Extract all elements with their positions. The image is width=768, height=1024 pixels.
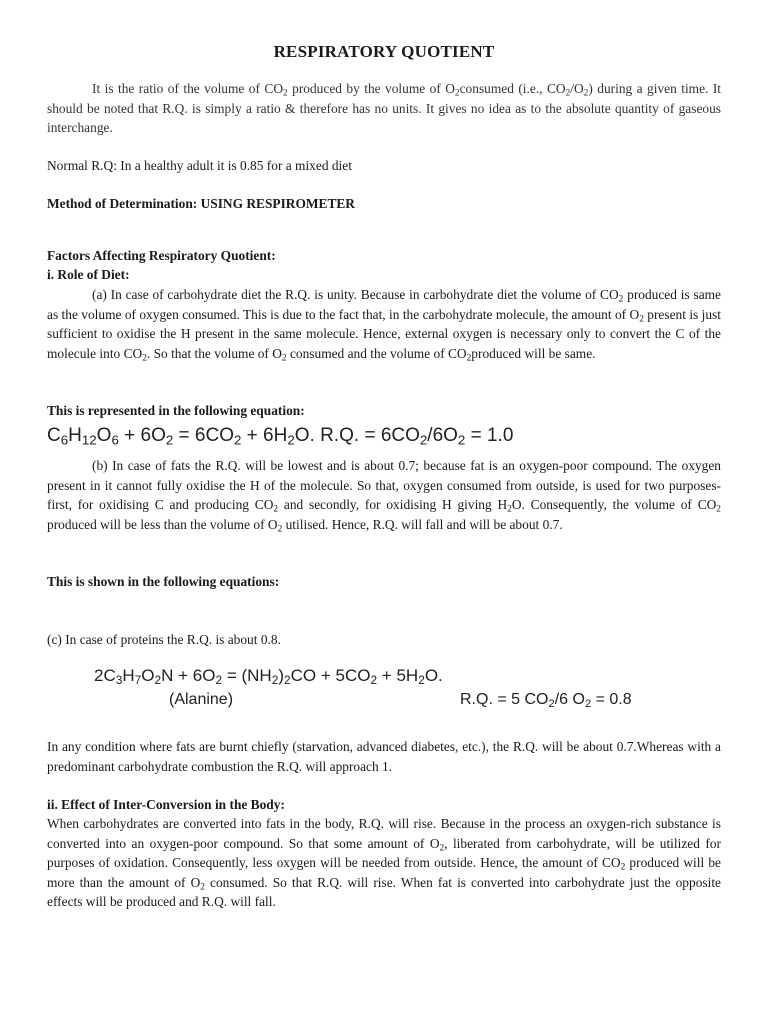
- text-run: O. Consequently, the volume of CO: [511, 497, 717, 513]
- eq-text: O: [96, 425, 112, 446]
- text-run: , liberated from carbohydrate, will be utilized for purposes of oxidation. Consequently, less oxygen will be needed from outside. Hence, the amount of CO: [47, 835, 721, 871]
- subscript: 2: [457, 432, 466, 448]
- page-title: RESPIRATORY QUOTIENT: [273, 42, 495, 61]
- carbohydrate-paragraph: [47, 285, 721, 363]
- subscript: 2: [200, 882, 205, 893]
- subscript: 2: [370, 672, 378, 687]
- subscript: 2: [283, 672, 291, 687]
- text-run: When carbohydrates are converted into fats in the body, R.Q. will rise. Because in the process an oxygen-rich substance is converted into an oxygen-poor compound. So that some amount of O: [47, 816, 721, 851]
- text-run: produced will be less than the volume of O: [47, 516, 278, 532]
- subscript: 2: [283, 88, 288, 99]
- eq-text: O. R.Q. = 6CO: [294, 425, 420, 446]
- eq-text: CO + 5CO: [290, 666, 371, 685]
- method-heading: Method of Determination: USING RESPIROMETER: [47, 196, 355, 211]
- eq-text: N + 6O: [161, 666, 216, 685]
- subscript: 2: [271, 672, 279, 687]
- text-run: . So that the volume of O: [146, 345, 282, 361]
- interconversion-paragraph: [47, 814, 721, 912]
- eq-text: + 6O: [118, 425, 166, 446]
- conditions-paragraph: In any condition where fats are burnt chiefly (starvation, advanced diabetes, etc.), the R.Q. will be about 0.7.Whereas with a predominant carbohydrate combustion the R.Q. will approach 1.: [47, 739, 721, 774]
- subscript: 12: [81, 432, 97, 448]
- text-run: present is just sufficient to oxidise the H present in the same molecule. Hence, external oxygen is necessary only to convert the C of the molecule into CO: [47, 306, 721, 361]
- subscript: 2: [639, 313, 644, 324]
- eq-text: /6O: [427, 425, 458, 446]
- normal-rq-line: Normal R.Q: In a healthy adult it is 0.85 for a mixed diet: [47, 158, 352, 173]
- eq-text: = 0.8: [591, 691, 632, 708]
- text-run: consumed (i.e., CO: [459, 81, 566, 96]
- subscript: 2: [618, 294, 624, 305]
- protein-rq-equation: [460, 689, 632, 711]
- subscript: 2: [418, 672, 425, 687]
- subscript: 2: [154, 672, 162, 687]
- subscript: 6: [111, 432, 119, 448]
- protein-equation: [94, 665, 443, 687]
- diet-heading: i. Role of Diet:: [47, 267, 130, 282]
- interconversion-heading: ii. Effect of Inter-Conversion in the Body:: [47, 797, 285, 812]
- subscript: 2: [583, 88, 589, 99]
- text-run: (b) In case of fats the R.Q. will be lowest and is about 0.7; because fat is an oxygen-poor compound. The oxygen present in it cannot fully oxidise the H of the molecule. So that, oxygen consumed from outside, is used for two purposes-first, for oxidising C and producing CO: [47, 458, 721, 513]
- factors-heading: Factors Affecting Respiratory Quotient:: [47, 248, 276, 263]
- text-run: /O: [570, 81, 584, 96]
- subscript: 2: [565, 88, 571, 99]
- text-run: utilised. Hence, R.Q. will fall and will be about 0.7.: [282, 516, 563, 532]
- text-run: and secondly, for oxidising H giving H: [278, 497, 508, 513]
- text-run: produced by the volume of O: [287, 81, 455, 96]
- text-run: produced will be same.: [471, 345, 596, 361]
- eq-text: + 6H: [241, 425, 288, 446]
- subscript: 2: [277, 524, 283, 535]
- subscript: 2: [287, 432, 295, 448]
- subscript: 2: [281, 353, 287, 364]
- eq-text: O: [141, 666, 155, 685]
- subscript: 2: [439, 842, 445, 853]
- eq-text: H: [68, 425, 82, 446]
- subscript: 2: [273, 504, 279, 515]
- eq-text: 2C: [94, 666, 116, 685]
- fats-paragraph: [47, 456, 721, 534]
- subscript: 2: [234, 432, 242, 448]
- eq-text: C: [47, 425, 61, 446]
- equation-1-heading: This is represented in the following equation:: [47, 403, 305, 418]
- subscript: 2: [507, 504, 512, 515]
- subscript: 6: [60, 432, 69, 448]
- text-run: produced will be more than the amount of O: [47, 855, 721, 890]
- subscript: 7: [134, 672, 142, 687]
- eq-text: = 1.0: [465, 425, 514, 446]
- text-run: ) during a given time. It should be noted that R.Q. is simply a ratio & therefore has no units. It gives no idea as to the absolute quantity of gaseous interchange.: [47, 81, 721, 136]
- subscript: 2: [215, 672, 223, 687]
- subscript: 2: [466, 353, 472, 364]
- eq-text: ): [278, 666, 284, 685]
- eq-text: H: [122, 666, 135, 685]
- text-run: consumed. So that R.Q. will rise. When fat is converted into carbohydrate just the opposite effects will be produced and R.Q. will fall.: [47, 874, 721, 910]
- eq-text: /6 O: [554, 691, 585, 708]
- eq-text: O.: [424, 666, 443, 685]
- eq-text: = 6CO: [173, 425, 234, 446]
- subscript: 2: [454, 88, 460, 99]
- carbohydrate-equation: [47, 424, 513, 448]
- equation-2-heading: This is shown in the following equations:: [47, 574, 280, 589]
- subscript: 2: [584, 697, 592, 710]
- subscript: 2: [419, 432, 428, 448]
- text-run: (a) In case of carbohydrate diet the R.Q. is unity. Because in carbohydrate diet the volume of CO: [92, 287, 619, 302]
- intro-paragraph: [47, 79, 721, 138]
- subscript: 2: [716, 504, 721, 515]
- subscript: 3: [115, 672, 123, 687]
- eq-text: R.Q. = 5 CO: [460, 691, 549, 708]
- text-run: produced is same as the volume of oxygen consumed. This is due to the fact that, in the carbohydrate molecule, the amount of O: [47, 287, 721, 322]
- text-run: consumed and the volume of CO: [286, 345, 467, 361]
- eq-text: = (NH: [222, 666, 272, 685]
- subscript: 2: [548, 697, 555, 710]
- subscript: 2: [620, 862, 626, 873]
- subscript: 2: [165, 432, 174, 448]
- eq-text: + 5H: [377, 666, 419, 685]
- alanine-label: (Alanine): [169, 691, 234, 708]
- proteins-paragraph: (c) In case of proteins the R.Q. is about 0.8.: [47, 632, 281, 647]
- subscript: 2: [142, 353, 147, 364]
- text-run: It is the ratio of the volume of CO: [92, 81, 283, 96]
